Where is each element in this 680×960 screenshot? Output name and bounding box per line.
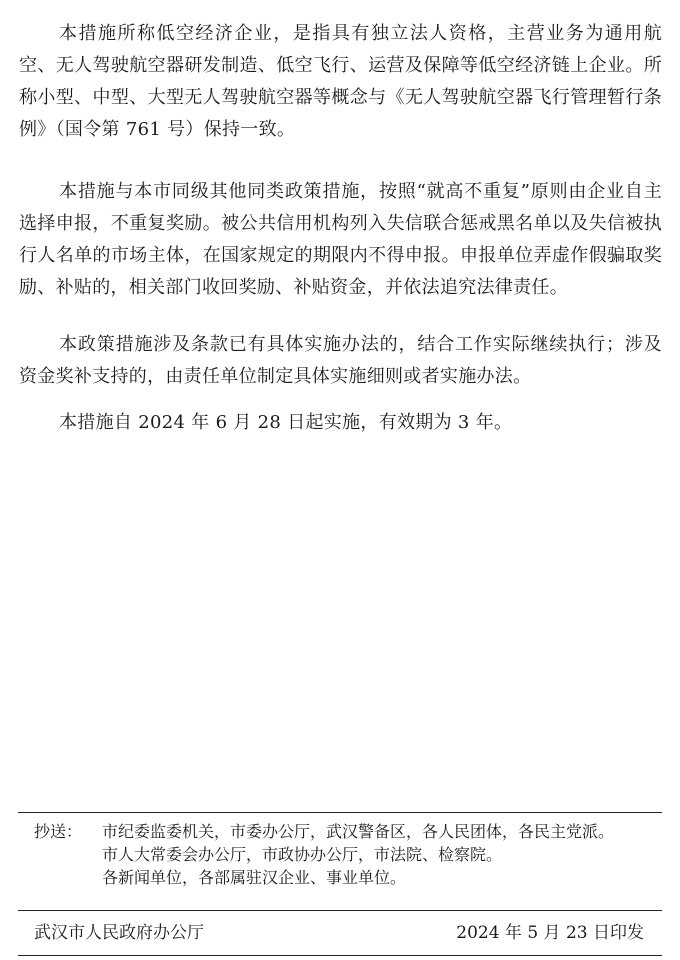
paragraph-no-duplicate-rewards: 本措施与本市同级其他同类政策措施，按照“就高不重复”原则由企业自主选择申报，不重复奖励。被公共信用机构列入失信联合惩戒黑名单以及失信被执行人名单的市场主体，在国家规定的期限内不得申报。申报单位弄虚作假骗取奖励、补贴的，相关部门收回奖励、补贴资金，并依法追究法律责任。 (19, 181, 662, 298)
cc-label: 抄送： (34, 822, 83, 841)
cc-distribution-list (34, 820, 644, 889)
top-divider (18, 812, 662, 813)
paragraph-effective-date: 本措施自 2024 年 6 月 28 日起实施，有效期为 3 年。 (59, 412, 513, 433)
issue-date: 2024 年 5 月 23 日印发 (456, 923, 644, 943)
cc-line: 市人大常委会办公厅，市政协办公厅，市法院、检察院。 (102, 845, 503, 864)
paragraph-definition: 本措施所称低空经济企业，是指具有独立法人资格，主营业务为通用航空、无人驾驶航空器研发制造、低空飞行、运营及保障等低空经济链上企业。所称小型、中型、大型无人驾驶航空器等概念与《无人驾驶航空器飞行管理暂行条例》（国令第 761 号）保持一致。 (19, 23, 662, 140)
bottom-divider (18, 955, 662, 956)
paragraph-implementation-rules: 本政策措施涉及条款已有具体实施办法的，结合工作实际继续执行；涉及资金奖补支持的，由责任单位制定具体实施细则或者实施办法。 (19, 334, 662, 387)
document-body (19, 18, 662, 439)
cc-line: 市纪委监委机关，市委办公厅，武汉警备区，各人民团体，各民主党派。 (102, 822, 615, 841)
middle-divider (18, 910, 662, 911)
issuing-office: 武汉市人民政府办公厅 (34, 923, 204, 943)
cc-line: 各新闻单位，各部属驻汉企业、事业单位。 (102, 868, 407, 887)
issuance-footer (34, 920, 644, 946)
